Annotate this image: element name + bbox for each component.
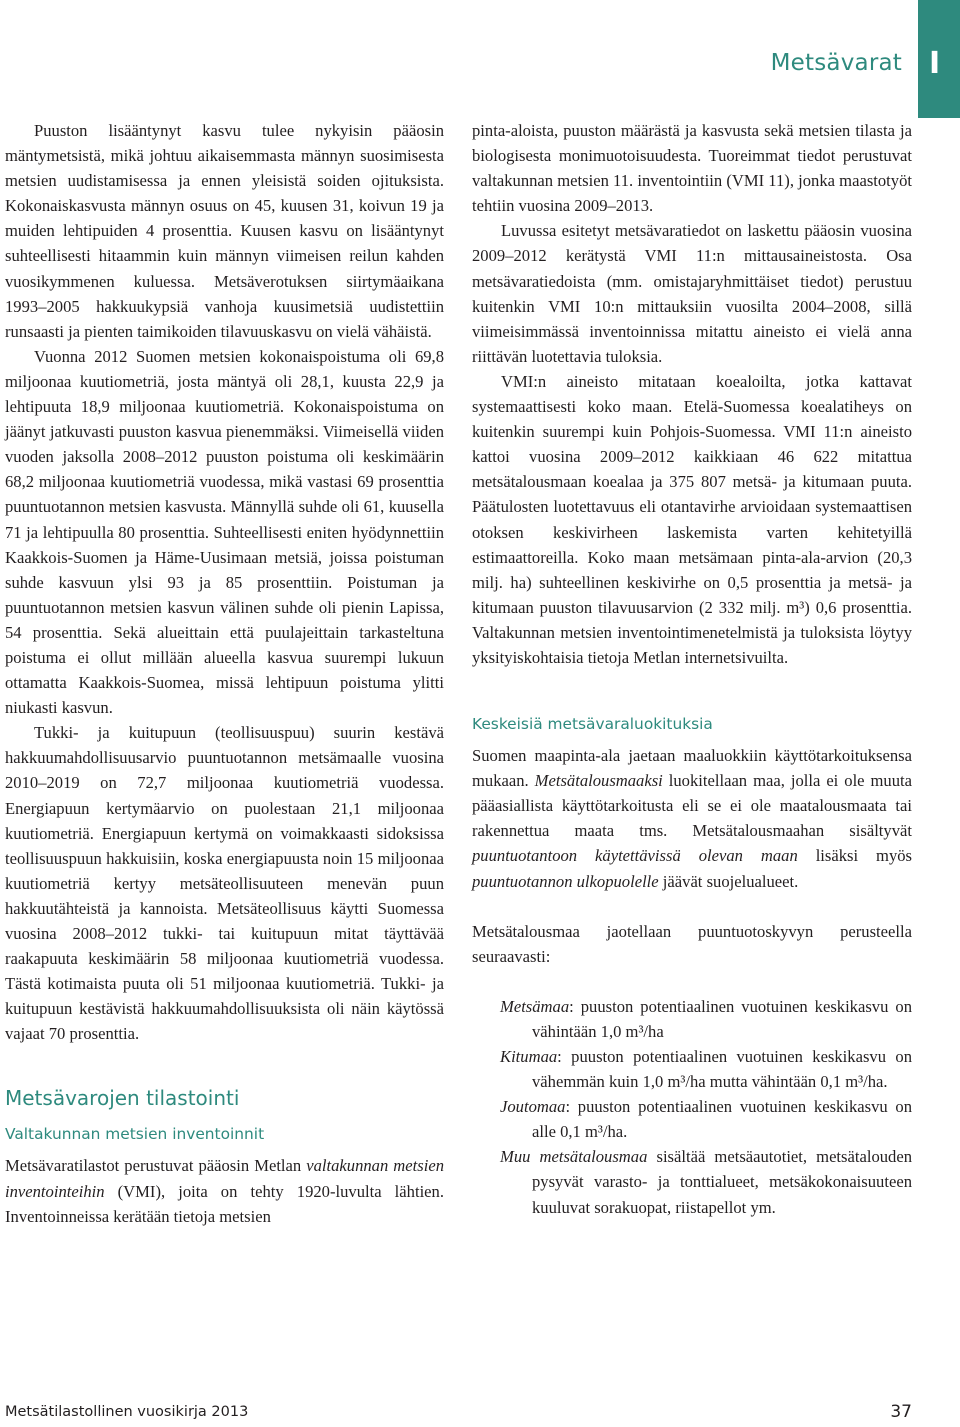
subheading-inventories: Valtakunnan metsien inventoinnit	[5, 1125, 265, 1144]
text-run: (VMI), joita on tehty 1920-luvulta lähtien. Inventoinneissa kerätään tietoja metsien	[5, 1181, 444, 1226]
emphasis-text: Metsätalousmaaksi	[534, 771, 663, 791]
right-column	[472, 118, 912, 1220]
emphasis-text: puuntuotantoon käytettävissä olevan maan	[472, 846, 798, 866]
definition-list	[472, 994, 912, 1220]
paragraph-vmi-plots: VMI:n aineisto mitataan koealoilta, jotka kattavat systemaattisesti koko maan. Etelä-Suomessa koealatiheys on kuitenkin suurempi kuin Pohjois-Suomessa. VMI 11:n aineisto kattoi vuosina 2009–2012 kaikkiaan 46 622 mitattua metsätalousmaan koealaa ja 375 807 metsä- ja kitumaan puuta. Päätulosten luotettavuus eli otantavirhe arvioidaan systemaattisen otoksen keskivirheen laskemista varten kehitetyillä estimaattoreilla. Koko maan metsämaan pinta-ala-arvion (20,3 milj. ha) suhteellinen keskivirhe on 0,5 prosenttia ja metsä- ja kitumaan puuston tilavuusarvion (2 332 milj. m³) 0,6 prosenttia. Valtakunnan metsien inventointimenetelmistä ja tuloksista löytyy yksityiskohtaisia tietoja Metlan internetsivuilta.	[472, 371, 912, 667]
section-heading-statistics: Metsävarojen tilastointi	[5, 1086, 240, 1111]
paragraph-land-classes	[472, 743, 912, 894]
text-run: jäävät suojelualueet.	[658, 871, 799, 891]
text-run: Metsävaratilastot perustuvat pääosin Metlan	[5, 1156, 307, 1176]
chapter-tab	[918, 0, 960, 118]
footer-publication: Metsätilastollinen vuosikirja 2013	[5, 1404, 249, 1420]
paragraph-harvest: Tukki- ja kuitupuun (teollisuuspuu) suurin kestävä hakkuumahdollisuusarvio puuntuotannon metsämaalle vuosina 2010–2019 on 72,7 miljoonaa kuutiometriä vuodessa. Energiapuun kertymäarvio on puolestaan 21,1 miljoonaa kuutiometriä. Energiapuun kertymä on voimakkaasti sidoksissa teollisuuspuun hakkuisiin, koska energiapuusta noin 15 miljoonaa kuutiometriä kertyy metsäteollisuuteen menevän puun hakkuutähteistä ja kannoista. Metsäteollisuus käytti Suomessa vuosina 2008–2012 tukki- tai kuitupuun mitat täyttävää raakapuuta keskimäärin 58 miljoonaa kuutiometriä vuodessa. Tästä kotimaista puuta oli 51 miljoonaa kuutiometriä. Tukki- ja kuitupuun kestävistä hakkuumahdollisuuksista oli näin käytössä vajaat 70 prosenttia.	[5, 723, 444, 1044]
chapter-title: Metsävarat	[770, 50, 902, 76]
paragraph-drain: Vuonna 2012 Suomen metsien kokonaispoistuma oli 69,8 miljoonaa kuutiometriä, josta mäntyä oli 28,1, kuusta 22,9 ja lehtipuuta 18,9 miljoonaa kuutiometriä. Kokonaispoistuma on jäänyt jatkuvasti puuston kasvua pienemmäksi. Viimeisellä viiden vuoden jaksolla 2008–2012 puuston poistuma oli keskimäärin 68,2 miljoonaa kuutiometriä vuodessa, mikä vastasi 69 prosenttia puuntuotannon metsien kasvusta. Männyllä suhde oli 61, kuusella 71 ja lehtipuulla 80 prosenttia. Suhteellisesti eniten hyödynnettiin Kaakkois-Suomen ja Häme-Uusimaan metsiä, joissa poistuman suhde kasvuun ylsi 93 ja 85 prosenttiin. Poistuman ja puuntuotannon metsien kasvun välinen suhde oli pienin Lapissa, 54 prosenttia. Sekä alueittain että puulajeittain tarkasteltuna poistuma ei ollut millään alueella kasvua suurempi lukuun ottamatta Kaakkois-Suomea, missä lehtipuun poistuma ylitti niukasti kasvun.	[5, 346, 444, 718]
paragraph-productivity: Metsätalousmaa jaotellaan puuntuotoskyvyn perusteella seuraavasti:	[472, 921, 912, 966]
definition-text: : puuston potentiaalinen vuotuinen keskikasvu on vähemmän kuin 1,0 m³/ha mutta vähintään 0,1 m³/ha.	[532, 1047, 912, 1092]
chapter-number: I	[929, 46, 941, 81]
paragraph-vmi-data: Luvussa esitetyt metsävaratiedot on laskettu pääosin vuosina 2009–2012 kerätystä VMI 11:n mittausaineistosta. Osa metsävaratiedoista (mm. omistajaryhmittäiset tiedot) perustuu kuitenkin VMI 10:n mittauksiin vuosilta 2004–2008, sillä viimeisimmässä inventoinnissa mitattu aineisto ei vielä anna riittävän luotettavia tuloksia.	[472, 221, 912, 366]
definition-item	[500, 1044, 912, 1094]
definition-term: Metsämaa	[500, 996, 570, 1016]
definition-text: : puuston potentiaalinen vuotuinen keskikasvu on vähintään 1,0 m³/ha	[532, 996, 912, 1041]
definition-term: Muu metsätalousmaa	[500, 1147, 648, 1167]
definition-item	[500, 994, 912, 1044]
definition-text: sisältää metsäautotiet, metsätalouden pysyvät varasto- ja tonttialueet, metsäkokonaisuuteen kuuluvat sorakuopat, riistapellot ym.	[532, 1147, 912, 1217]
emphasis-text: puuntuotannon ulkopuolelle	[472, 871, 659, 891]
definition-term: Kitumaa	[500, 1047, 558, 1066]
subheading-classifications: Keskeisiä metsävaraluokituksia	[472, 715, 713, 734]
text-run: Suomen maapinta-ala jaetaan maaluokkiin käyttötarkoituksensa mukaan.	[472, 746, 912, 791]
text-run: luokitellaan maa, jolla ei ole muuta pääasiallista käyttötarkoitusta eli se ei ole maatalousmaata tai rakennettua maata tms. Metsätalousmaahan sisältyvät	[472, 771, 912, 841]
text-run: lisäksi myös	[797, 846, 913, 866]
paragraph-vmi-intro	[5, 1153, 444, 1228]
definition-item	[500, 1144, 912, 1219]
paragraph-growth: Puuston lisääntynyt kasvu tulee nykyisin pääosin mäntymetsistä, mikä johtuu aikaisemmasta männyn suosimisesta metsien uudistamisessa ja ennen yleisistä soiden ojituksista. Kokonaiskasvusta männyn osuus on 45, kuusen 31, koivun 19 ja muiden lehtipuiden 4 prosenttia. Kuusen kasvu on lisääntynyt suhteellisesti hitaammin kuin männyn viimeisen reilun kahden vuosikymmenen kuluessa. Metsäverotuksen siirtymäaikana 1993–2005 hakkuukypsiä vanhoja kuusimetsiä uudistettiin runsaasti ja pienten taimikoiden tilavuuskasvu on vielä vähäistä.	[5, 121, 444, 341]
page-number: 37	[890, 1402, 912, 1422]
definition-term: Joutomaa	[500, 1097, 566, 1117]
definition-text: : puuston potentiaalinen vuotuinen keskikasvu on alle 0,1 m³/ha.	[532, 1097, 912, 1142]
emphasis-text: valtakunnan metsien inventointeihin	[5, 1156, 444, 1201]
paragraph-vmi-continued: pinta-aloista, puuston määrästä ja kasvusta sekä metsien tilasta ja biologisesta monimuotoisuudesta. Tuoreimmat tiedot perustuvat valtakunnan metsien 11. inventointiin (VMI 11), jonka maastotyöt tehtiin vuosina 2009–2013.	[472, 121, 912, 216]
left-column	[5, 118, 444, 1229]
definition-item	[500, 1094, 912, 1144]
